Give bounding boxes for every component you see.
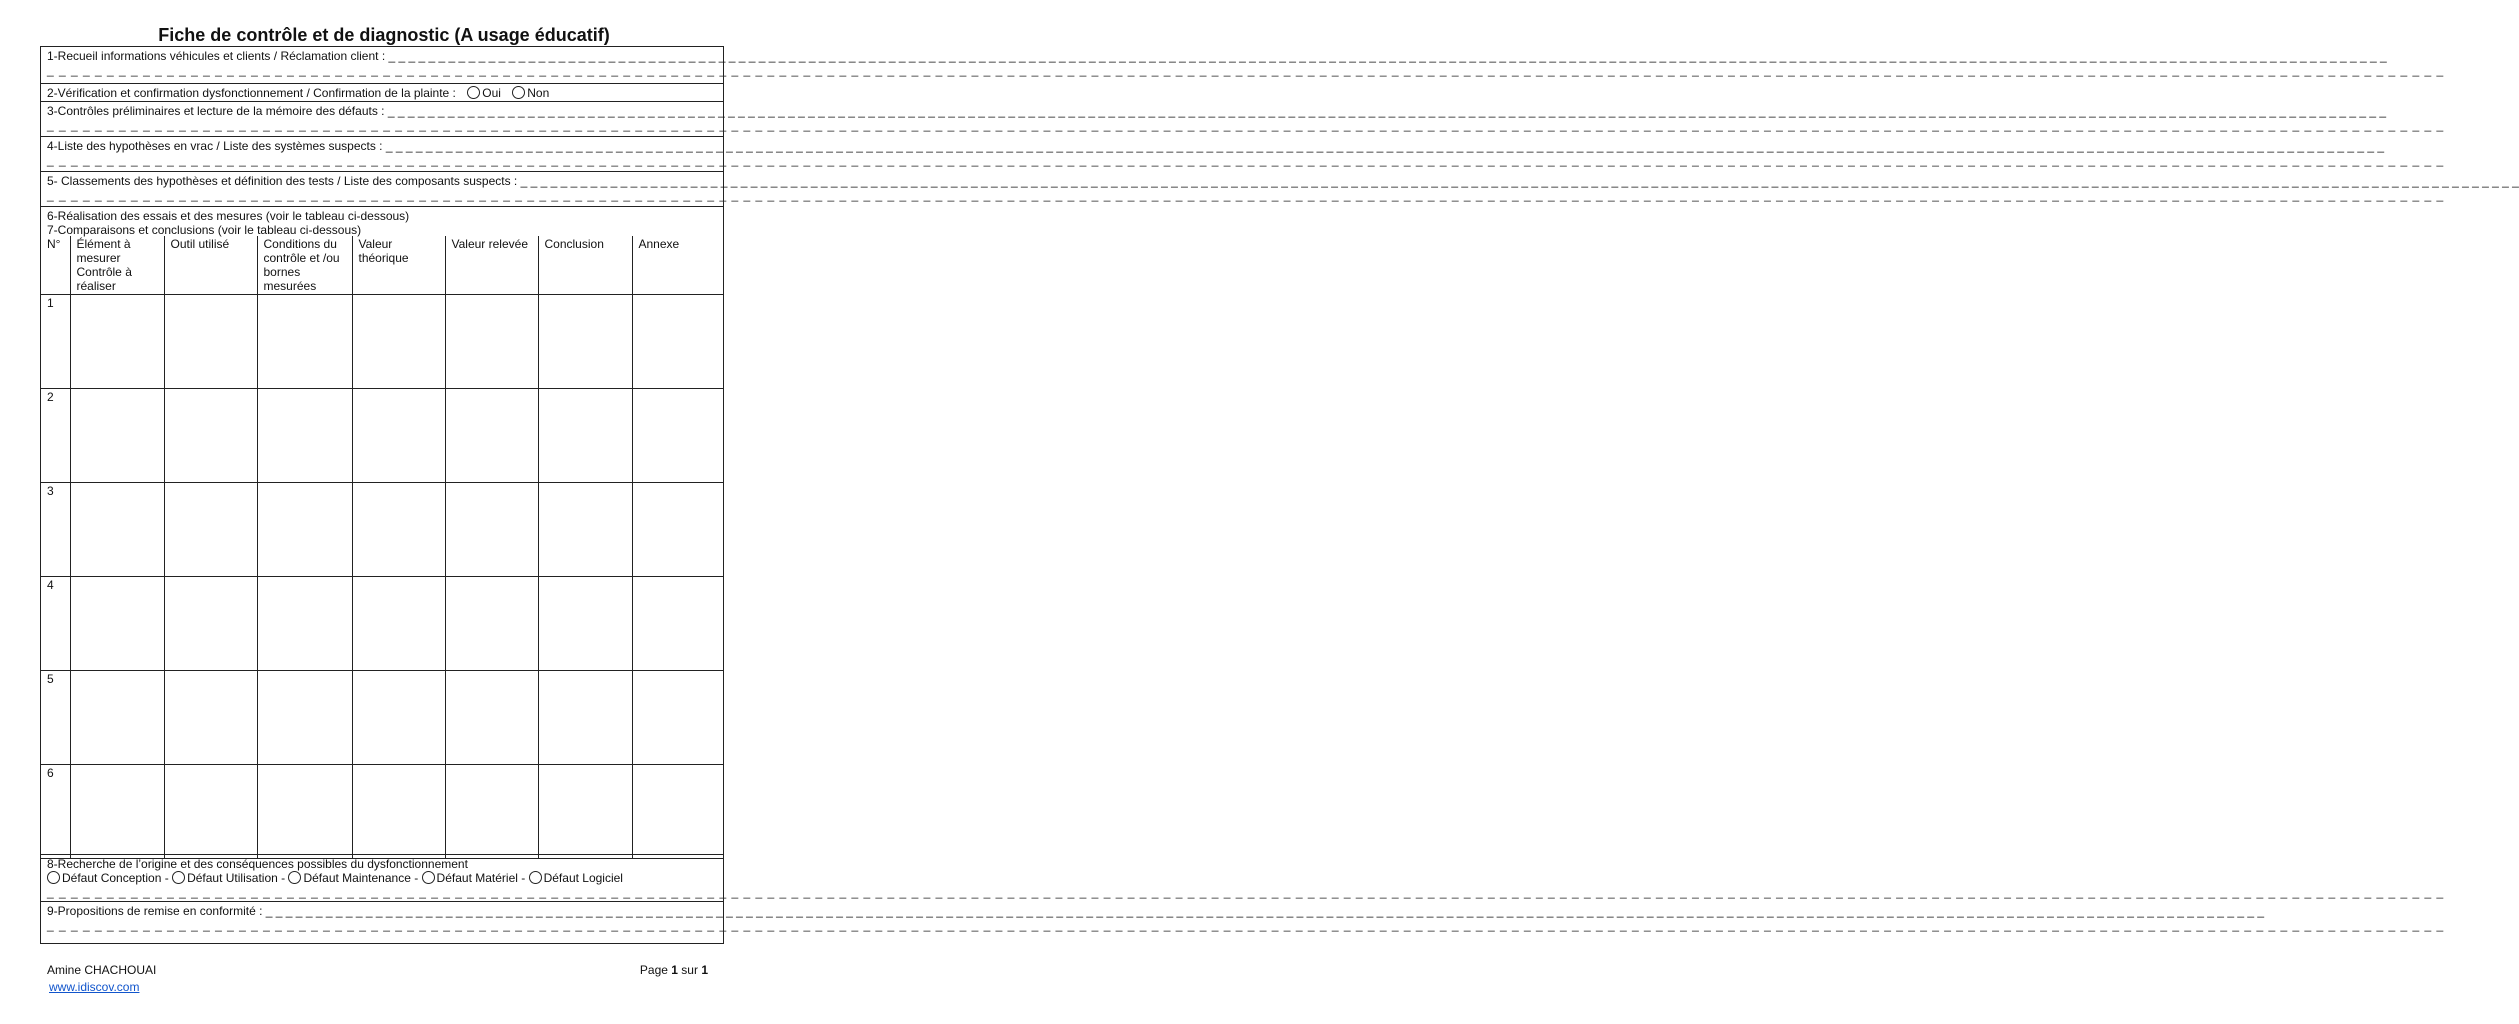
form-frame [40, 46, 2519, 944]
defect-hardware-label: Défaut Matériel - [436, 871, 526, 885]
table-cell[interactable] [445, 483, 538, 577]
col-header-conditions: Conditions du contrôle et /ou bornes mesurées [257, 236, 352, 295]
row-number: 2 [41, 389, 70, 483]
section-3-label: 3-Contrôles préliminaires et lecture de la mémoire des défauts : [47, 104, 385, 118]
defect-maintenance-label: Défaut Maintenance - [303, 871, 419, 885]
section-1 [41, 47, 2445, 84]
section-6-label: 6-Réalisation des essais et des mesures (voir le tableau ci-dessous) [47, 209, 410, 223]
table-row [41, 577, 723, 671]
website-link[interactable]: www.idiscov.com [49, 980, 140, 994]
page-prefix: Page [639, 963, 668, 977]
confirm-no-option[interactable] [512, 86, 549, 100]
row-number: 4 [41, 577, 70, 671]
table-cell[interactable] [352, 671, 445, 765]
measurement-table [41, 236, 723, 859]
col-header-conclusion: Conclusion [538, 236, 632, 295]
defect-software-label: Défaut Logiciel [543, 871, 623, 885]
table-cell[interactable] [257, 295, 352, 389]
table-row [41, 483, 723, 577]
row-number: 6 [41, 765, 70, 859]
page-number [640, 963, 708, 977]
table-cell[interactable] [257, 389, 352, 483]
table-row [41, 671, 723, 765]
section-7-label: 7-Comparaisons et conclusions (voir le tableau ci-dessous) [47, 223, 362, 237]
section-5 [41, 172, 2519, 207]
section-9 [41, 902, 2445, 943]
col-header-theoretical-value: Valeur théorique [352, 236, 445, 295]
confirm-yes-label: Oui [482, 86, 501, 100]
table-cell[interactable] [164, 765, 257, 859]
defect-maintenance-option[interactable] [288, 871, 418, 885]
radio-circle-icon[interactable] [422, 871, 435, 884]
defect-usage-option[interactable] [172, 871, 285, 885]
table-cell[interactable] [164, 389, 257, 483]
section-8 [41, 854, 2445, 902]
row-number: 5 [41, 671, 70, 765]
row-number: 1 [41, 295, 70, 389]
defect-conception-option[interactable] [47, 871, 169, 885]
table-cell[interactable] [445, 389, 538, 483]
table-cell[interactable] [538, 389, 632, 483]
section-9-blank-line[interactable]: _ _ _ _ _ _ _ _ _ _ _ _ _ _ _ _ _ _ _ _ _ _ _ _ _ _ _ _ _ _ _ _ _ _ _ _ _ _ _ _ _ _ _ _ _ _ _ _ _ _ _ _ _ _ _ _ _ _ _ _ _ _ _ _ _ _ _ _ _ _ _ _ _ _ _ _ _ _ _ _ _ _ _ _ _ _ _ _ _ _ _ _ _ _ _ _ _ _ _ _ _ _ _ _ _ _ _ _ _ _ _ _ _ _ _ _ _ _ _ _ _ _ _ _ _ _ _ _ _ _ _ _ _ _ _ _ _ _ _ _ _ _ _ _ _ _ _ _ _ _ _ _ _ _ _ _ _ _ _ _ _ _ _ _ _ _ _ _ _ _ _ _ _ _ _ _ _ _ _ _ _ _ _ _ _ _ _ _ _ _ _ _ _ _ _ _ _ _ _ _ [47, 918, 2445, 932]
table-cell[interactable] [538, 577, 632, 671]
col-header-tool: Outil utilisé [164, 236, 257, 295]
table-cell[interactable] [70, 577, 164, 671]
table-header-row [41, 236, 723, 295]
section-3-blank-line[interactable]: _ _ _ _ _ _ _ _ _ _ _ _ _ _ _ _ _ _ _ _ _ _ _ _ _ _ _ _ _ _ _ _ _ _ _ _ _ _ _ _ _ _ _ _ _ _ _ _ _ _ _ _ _ _ _ _ _ _ _ _ _ _ _ _ _ _ _ _ _ _ _ _ _ _ _ _ _ _ _ _ _ _ _ _ _ _ _ _ _ _ _ _ _ _ _ _ _ _ _ _ _ _ _ _ _ _ _ _ _ _ _ _ _ _ _ _ _ _ _ _ _ _ _ _ _ _ _ _ _ _ _ _ _ _ _ _ _ _ _ _ _ _ _ _ _ _ _ _ _ _ _ _ _ _ _ _ _ _ _ _ _ _ _ _ _ _ _ _ _ _ _ _ _ _ _ _ _ _ _ _ _ _ _ _ _ _ _ _ _ _ _ _ _ _ _ _ _ _ _ _ [47, 118, 2445, 132]
table-cell[interactable] [632, 389, 723, 483]
section-9-fill-line[interactable]: _ _ _ _ _ _ _ _ _ _ _ _ _ _ _ _ _ _ _ _ _ _ _ _ _ _ _ _ _ _ _ _ _ _ _ _ _ _ _ _ _ _ _ _ _ _ _ _ _ _ _ _ _ _ _ _ _ _ _ _ _ _ _ _ _ _ _ _ _ _ _ _ _ _ _ _ _ _ _ _ _ _ _ _ _ _ _ _ _ _ _ _ _ _ _ _ _ _ _ _ _ _ _ _ _ _ _ _ _ _ _ _ _ _ _ _ _ _ _ _ _ _ _ _ _ _ _ _ _ _ _ _ _ _ _ _ _ _ _ _ _ _ _ _ _ _ _ _ _ _ _ _ _ _ _ _ _ _ _ _ _ _ _ _ _ _ _ _ _ _ _ _ _ _ _ _ _ _ _ _ _ _ _ _ _ _ _ _ _ _ _ _ _ _ _ _ _ _ _ _ [265, 904, 2265, 918]
radio-circle-icon[interactable] [47, 871, 60, 884]
table-cell[interactable] [352, 765, 445, 859]
table-cell[interactable] [70, 389, 164, 483]
confirm-yes-option[interactable] [467, 86, 501, 100]
table-row [41, 389, 723, 483]
section-8-blank-line[interactable]: _ _ _ _ _ _ _ _ _ _ _ _ _ _ _ _ _ _ _ _ _ _ _ _ _ _ _ _ _ _ _ _ _ _ _ _ _ _ _ _ _ _ _ _ _ _ _ _ _ _ _ _ _ _ _ _ _ _ _ _ _ _ _ _ _ _ _ _ _ _ _ _ _ _ _ _ _ _ _ _ _ _ _ _ _ _ _ _ _ _ _ _ _ _ _ _ _ _ _ _ _ _ _ _ _ _ _ _ _ _ _ _ _ _ _ _ _ _ _ _ _ _ _ _ _ _ _ _ _ _ _ _ _ _ _ _ _ _ _ _ _ _ _ _ _ _ _ _ _ _ _ _ _ _ _ _ _ _ _ _ _ _ _ _ _ _ _ _ _ _ _ _ _ _ _ _ _ _ _ _ _ _ _ _ _ _ _ _ _ _ _ _ _ _ _ _ _ _ _ _ [47, 885, 2445, 899]
table-cell[interactable] [632, 765, 723, 859]
section-2 [41, 84, 723, 102]
table-cell[interactable] [445, 765, 538, 859]
table-cell[interactable] [538, 671, 632, 765]
col-header-measured-value: Valeur relevée [445, 236, 538, 295]
section-4 [41, 137, 2445, 172]
defect-hardware-option[interactable] [422, 871, 526, 885]
table-cell[interactable] [632, 671, 723, 765]
table-row [41, 295, 723, 389]
table-cell[interactable] [445, 671, 538, 765]
section-4-label: 4-Liste des hypothèses en vrac / Liste des systèmes suspects : [47, 139, 383, 153]
table-row [41, 765, 723, 859]
table-cell[interactable] [257, 671, 352, 765]
section-3-fill-line[interactable]: _ _ _ _ _ _ _ _ _ _ _ _ _ _ _ _ _ _ _ _ _ _ _ _ _ _ _ _ _ _ _ _ _ _ _ _ _ _ _ _ _ _ _ _ _ _ _ _ _ _ _ _ _ _ _ _ _ _ _ _ _ _ _ _ _ _ _ _ _ _ _ _ _ _ _ _ _ _ _ _ _ _ _ _ _ _ _ _ _ _ _ _ _ _ _ _ _ _ _ _ _ _ _ _ _ _ _ _ _ _ _ _ _ _ _ _ _ _ _ _ _ _ _ _ _ _ _ _ _ _ _ _ _ _ _ _ _ _ _ _ _ _ _ _ _ _ _ _ _ _ _ _ _ _ _ _ _ _ _ _ _ _ _ _ _ _ _ _ _ _ _ _ _ _ _ _ _ _ _ _ _ _ _ _ _ _ _ _ _ _ _ _ _ _ _ _ _ _ _ _ [387, 104, 2387, 118]
table-cell[interactable] [70, 765, 164, 859]
table-cell[interactable] [70, 483, 164, 577]
section-9-label: 9-Propositions de remise en conformité : [47, 904, 263, 918]
radio-circle-icon[interactable] [467, 86, 480, 99]
table-cell[interactable] [445, 577, 538, 671]
section-1-blank-line[interactable]: _ _ _ _ _ _ _ _ _ _ _ _ _ _ _ _ _ _ _ _ _ _ _ _ _ _ _ _ _ _ _ _ _ _ _ _ _ _ _ _ _ _ _ _ _ _ _ _ _ _ _ _ _ _ _ _ _ _ _ _ _ _ _ _ _ _ _ _ _ _ _ _ _ _ _ _ _ _ _ _ _ _ _ _ _ _ _ _ _ _ _ _ _ _ _ _ _ _ _ _ _ _ _ _ _ _ _ _ _ _ _ _ _ _ _ _ _ _ _ _ _ _ _ _ _ _ _ _ _ _ _ _ _ _ _ _ _ _ _ _ _ _ _ _ _ _ _ _ _ _ _ _ _ _ _ _ _ _ _ _ _ _ _ _ _ _ _ _ _ _ _ _ _ _ _ _ _ _ _ _ _ _ _ _ _ _ _ _ _ _ _ _ _ _ _ _ _ _ _ _ [47, 63, 2445, 77]
defect-conception-label: Défaut Conception - [62, 871, 169, 885]
row-number: 3 [41, 483, 70, 577]
table-cell[interactable] [632, 577, 723, 671]
section-6-7 [41, 207, 723, 236]
table-cell[interactable] [257, 577, 352, 671]
section-5-blank-line[interactable]: _ _ _ _ _ _ _ _ _ _ _ _ _ _ _ _ _ _ _ _ _ _ _ _ _ _ _ _ _ _ _ _ _ _ _ _ _ _ _ _ _ _ _ _ _ _ _ _ _ _ _ _ _ _ _ _ _ _ _ _ _ _ _ _ _ _ _ _ _ _ _ _ _ _ _ _ _ _ _ _ _ _ _ _ _ _ _ _ _ _ _ _ _ _ _ _ _ _ _ _ _ _ _ _ _ _ _ _ _ _ _ _ _ _ _ _ _ _ _ _ _ _ _ _ _ _ _ _ _ _ _ _ _ _ _ _ _ _ _ _ _ _ _ _ _ _ _ _ _ _ _ _ _ _ _ _ _ _ _ _ _ _ _ _ _ _ _ _ _ _ _ _ _ _ _ _ _ _ _ _ _ _ _ _ _ _ _ _ _ _ _ _ _ _ _ _ _ _ _ _ [47, 188, 2445, 202]
table-cell[interactable] [164, 671, 257, 765]
table-cell[interactable] [70, 671, 164, 765]
section-5-label: 5- Classements des hypothèses et définition des tests / Liste des composants suspects : [47, 174, 518, 188]
table-cell[interactable] [257, 765, 352, 859]
page-separator: sur [681, 963, 698, 977]
page-current: 1 [671, 963, 678, 977]
table-cell[interactable] [164, 483, 257, 577]
confirm-no-label: Non [527, 86, 550, 100]
section-5-fill-line[interactable]: _ _ _ _ _ _ _ _ _ _ _ _ _ _ _ _ _ _ _ _ _ _ _ _ _ _ _ _ _ _ _ _ _ _ _ _ _ _ _ _ _ _ _ _ _ _ _ _ _ _ _ _ _ _ _ _ _ _ _ _ _ _ _ _ _ _ _ _ _ _ _ _ _ _ _ _ _ _ _ _ _ _ _ _ _ _ _ _ _ _ _ _ _ _ _ _ _ _ _ _ _ _ _ _ _ _ _ _ _ _ _ _ _ _ _ _ _ _ _ _ _ _ _ _ _ _ _ _ _ _ _ _ _ _ _ _ _ _ _ _ _ _ _ _ _ _ _ _ _ _ _ _ _ _ _ _ _ _ _ _ _ _ _ _ _ _ _ _ _ _ _ _ _ _ _ _ _ _ _ _ _ _ _ _ _ _ _ _ _ _ _ _ _ _ _ _ _ _ _ _ [520, 174, 2519, 188]
page-total: 1 [701, 963, 708, 977]
defect-usage-label: Défaut Utilisation - [187, 871, 286, 885]
table-cell[interactable] [538, 295, 632, 389]
col-header-element: Élément à mesurer Contrôle à réaliser [70, 236, 164, 295]
section-1-fill-line[interactable]: _ _ _ _ _ _ _ _ _ _ _ _ _ _ _ _ _ _ _ _ _ _ _ _ _ _ _ _ _ _ _ _ _ _ _ _ _ _ _ _ _ _ _ _ _ _ _ _ _ _ _ _ _ _ _ _ _ _ _ _ _ _ _ _ _ _ _ _ _ _ _ _ _ _ _ _ _ _ _ _ _ _ _ _ _ _ _ _ _ _ _ _ _ _ _ _ _ _ _ _ _ _ _ _ _ _ _ _ _ _ _ _ _ _ _ _ _ _ _ _ _ _ _ _ _ _ _ _ _ _ _ _ _ _ _ _ _ _ _ _ _ _ _ _ _ _ _ _ _ _ _ _ _ _ _ _ _ _ _ _ _ _ _ _ _ _ _ _ _ _ _ _ _ _ _ _ _ _ _ _ _ _ _ _ _ _ _ _ _ _ _ _ _ _ _ _ _ _ _ _ [388, 49, 2387, 63]
table-cell[interactable] [632, 295, 723, 389]
table-cell[interactable] [164, 577, 257, 671]
radio-circle-icon[interactable] [288, 871, 301, 884]
author-name: Amine CHACHOUAI [47, 963, 157, 977]
table-cell[interactable] [632, 483, 723, 577]
table-cell[interactable] [538, 483, 632, 577]
table-cell[interactable] [257, 483, 352, 577]
section-4-blank-line[interactable]: _ _ _ _ _ _ _ _ _ _ _ _ _ _ _ _ _ _ _ _ _ _ _ _ _ _ _ _ _ _ _ _ _ _ _ _ _ _ _ _ _ _ _ _ _ _ _ _ _ _ _ _ _ _ _ _ _ _ _ _ _ _ _ _ _ _ _ _ _ _ _ _ _ _ _ _ _ _ _ _ _ _ _ _ _ _ _ _ _ _ _ _ _ _ _ _ _ _ _ _ _ _ _ _ _ _ _ _ _ _ _ _ _ _ _ _ _ _ _ _ _ _ _ _ _ _ _ _ _ _ _ _ _ _ _ _ _ _ _ _ _ _ _ _ _ _ _ _ _ _ _ _ _ _ _ _ _ _ _ _ _ _ _ _ _ _ _ _ _ _ _ _ _ _ _ _ _ _ _ _ _ _ _ _ _ _ _ _ _ _ _ _ _ _ _ _ _ _ _ _ [47, 153, 2445, 167]
radio-circle-icon[interactable] [172, 871, 185, 884]
section-4-fill-line[interactable]: _ _ _ _ _ _ _ _ _ _ _ _ _ _ _ _ _ _ _ _ _ _ _ _ _ _ _ _ _ _ _ _ _ _ _ _ _ _ _ _ _ _ _ _ _ _ _ _ _ _ _ _ _ _ _ _ _ _ _ _ _ _ _ _ _ _ _ _ _ _ _ _ _ _ _ _ _ _ _ _ _ _ _ _ _ _ _ _ _ _ _ _ _ _ _ _ _ _ _ _ _ _ _ _ _ _ _ _ _ _ _ _ _ _ _ _ _ _ _ _ _ _ _ _ _ _ _ _ _ _ _ _ _ _ _ _ _ _ _ _ _ _ _ _ _ _ _ _ _ _ _ _ _ _ _ _ _ _ _ _ _ _ _ _ _ _ _ _ _ _ _ _ _ _ _ _ _ _ _ _ _ _ _ _ _ _ _ _ _ _ _ _ _ _ _ _ _ _ _ _ [385, 139, 2385, 153]
defect-software-option[interactable] [529, 871, 623, 885]
radio-circle-icon[interactable] [529, 871, 542, 884]
table-cell[interactable] [445, 295, 538, 389]
section-2-label: 2-Vérification et confirmation dysfonctionnement / Confirmation de la plainte : [47, 86, 456, 100]
table-cell[interactable] [352, 483, 445, 577]
col-header-number: N° [41, 236, 70, 295]
table-cell[interactable] [70, 295, 164, 389]
section-3 [41, 102, 2445, 137]
col-header-annex: Annexe [632, 236, 723, 295]
table-cell[interactable] [164, 295, 257, 389]
table-cell[interactable] [352, 577, 445, 671]
page-title: Fiche de contrôle et de diagnostic (A usage éducatif) [158, 25, 610, 45]
section-1-label: 1-Recueil informations véhicules et clients / Réclamation client : [47, 49, 386, 63]
radio-circle-icon[interactable] [512, 86, 525, 99]
section-8-label: 8-Recherche de l’origine et des conséquences possibles du dysfonctionnement [47, 857, 468, 871]
table-cell[interactable] [352, 389, 445, 483]
table-cell[interactable] [352, 295, 445, 389]
table-cell[interactable] [538, 765, 632, 859]
